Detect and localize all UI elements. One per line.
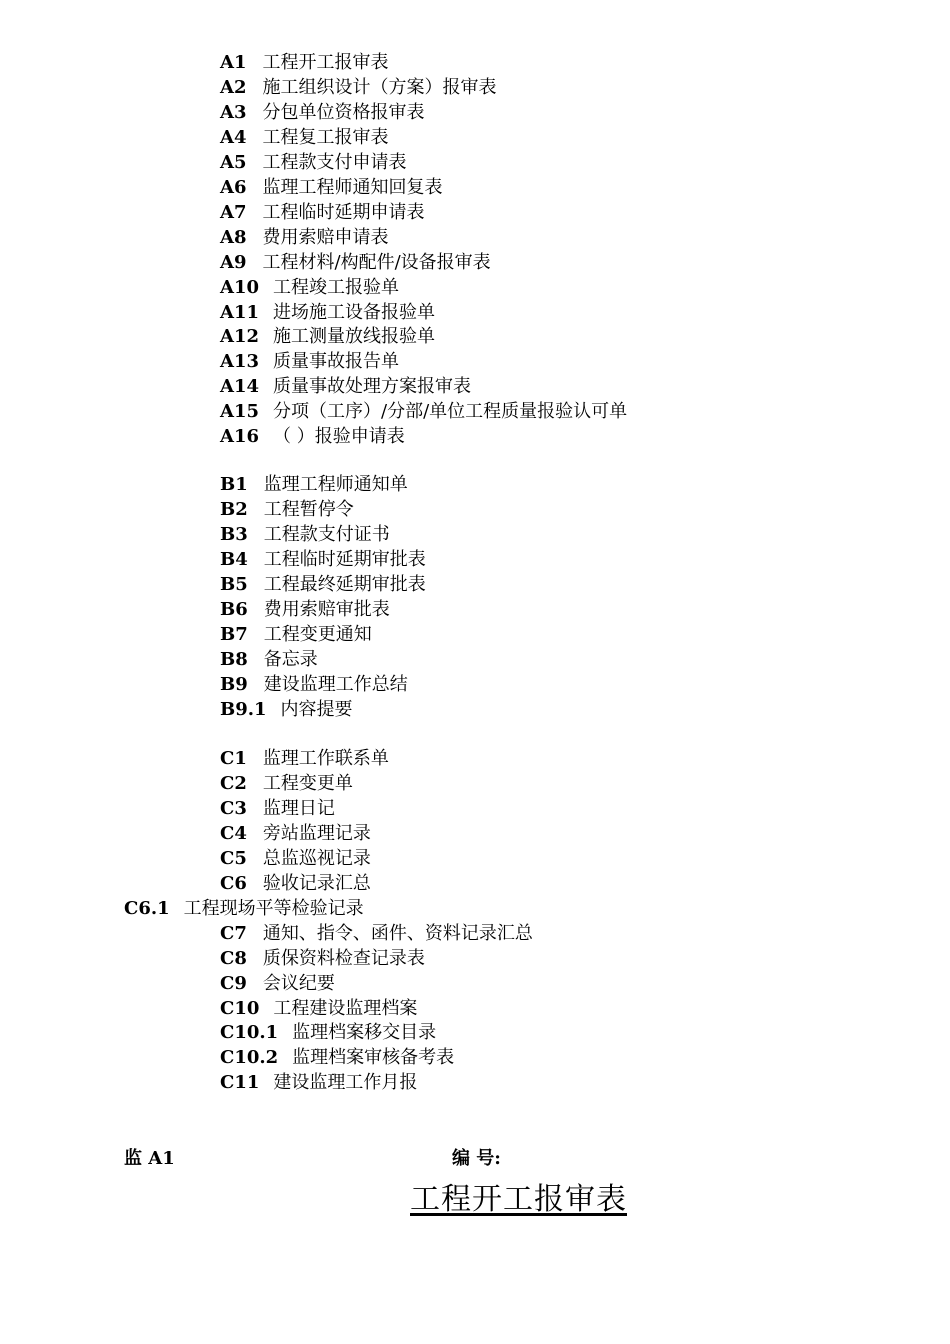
index-entry bbox=[220, 921, 533, 946]
index-entry bbox=[220, 597, 390, 622]
entry-code: C6 bbox=[220, 872, 247, 894]
entry-name: 工程建设监理档案 bbox=[273, 997, 418, 1019]
entry-name: 监理工作联系单 bbox=[262, 748, 389, 769]
entry-name: 分包单位资格报审表 bbox=[262, 101, 425, 123]
index-entry bbox=[220, 996, 417, 1021]
entry-name: 监理档案审核备考表 bbox=[292, 1047, 455, 1069]
index-entry bbox=[220, 572, 426, 597]
entry-name: 进场施工设备报验单 bbox=[273, 301, 436, 323]
index-entry bbox=[220, 871, 371, 896]
form-code: 监 A1 bbox=[124, 1148, 175, 1169]
index-entry bbox=[220, 100, 425, 125]
index-entry bbox=[220, 771, 353, 796]
index-entry bbox=[220, 349, 399, 374]
entry-name: 监理档案移交目录 bbox=[292, 1022, 437, 1044]
entry-code: C5 bbox=[220, 847, 247, 869]
entry-code: A3 bbox=[220, 101, 247, 123]
index-entry bbox=[220, 300, 435, 325]
index-entry bbox=[220, 472, 408, 497]
entry-name: 内容提要 bbox=[280, 698, 353, 720]
index-entry bbox=[220, 946, 425, 971]
entry-name: 分项（工序）/分部/单位工程质量报验认可单 bbox=[273, 401, 628, 423]
entry-name: 工程现场平等检验记录 bbox=[183, 897, 364, 919]
index-entry bbox=[220, 497, 354, 522]
entry-code: B1 bbox=[220, 474, 248, 495]
entry-code: B8 bbox=[220, 648, 248, 670]
index-entry bbox=[220, 250, 491, 275]
entry-code: C9 bbox=[220, 972, 247, 994]
index-entry bbox=[220, 324, 435, 349]
index-entry bbox=[220, 225, 389, 250]
entry-code: B5 bbox=[220, 573, 248, 595]
entry-code: B2 bbox=[220, 498, 248, 520]
index-entry bbox=[220, 672, 408, 697]
entry-code: A4 bbox=[220, 126, 247, 148]
index-entry bbox=[220, 1045, 454, 1070]
entry-name: 监理工程师通知回复表 bbox=[262, 176, 443, 198]
index-entry bbox=[220, 275, 399, 300]
index-entry bbox=[220, 796, 335, 821]
entry-code: A1 bbox=[220, 52, 247, 73]
entry-code: A13 bbox=[220, 351, 260, 373]
entry-name: 工程开工报审表 bbox=[262, 52, 389, 73]
entry-name: 监理工程师通知单 bbox=[263, 474, 408, 495]
entry-code: C10.2 bbox=[220, 1047, 279, 1069]
entry-code: C7 bbox=[220, 922, 247, 944]
entry-name: 工程暂停令 bbox=[263, 498, 354, 520]
index-entry bbox=[220, 125, 389, 150]
entry-code: C2 bbox=[220, 772, 247, 794]
index-entry bbox=[220, 75, 497, 100]
entry-code: A15 bbox=[220, 401, 260, 423]
entry-code: A5 bbox=[220, 151, 247, 173]
entry-name: 验收记录汇总 bbox=[262, 872, 371, 894]
entry-name: 通知、指令、函件、资料记录汇总 bbox=[262, 922, 533, 944]
entry-name: （ ）报验申请表 bbox=[273, 426, 405, 448]
entry-name: 总监巡视记录 bbox=[262, 847, 371, 869]
entry-code: C11 bbox=[220, 1072, 260, 1094]
entry-name: 工程临时延期申请表 bbox=[262, 201, 425, 223]
entry-name: 施工组织设计（方案）报审表 bbox=[262, 76, 497, 98]
index-entry bbox=[220, 1070, 417, 1095]
index-entry bbox=[220, 200, 425, 225]
index-entry bbox=[220, 622, 372, 647]
index-entry bbox=[220, 1020, 436, 1045]
index-entry bbox=[220, 374, 471, 399]
entry-name: 质量事故报告单 bbox=[273, 351, 400, 373]
entry-name: 工程变更通知 bbox=[263, 623, 372, 645]
entry-code: C4 bbox=[220, 822, 247, 844]
entry-name: 工程最终延期审批表 bbox=[263, 573, 426, 595]
entry-code: A10 bbox=[220, 276, 260, 298]
index-entry bbox=[220, 50, 389, 75]
entry-code: B7 bbox=[220, 623, 248, 645]
entry-name: 建设监理工作总结 bbox=[263, 673, 408, 695]
entry-name: 质保资料检查记录表 bbox=[262, 947, 425, 969]
entry-code: B6 bbox=[220, 598, 248, 620]
index-entry bbox=[220, 846, 371, 871]
entry-code: A6 bbox=[220, 176, 247, 198]
index-entry bbox=[220, 424, 405, 449]
index-entry bbox=[220, 821, 371, 846]
index-entry bbox=[220, 971, 335, 996]
entry-name: 建设监理工作月报 bbox=[273, 1072, 418, 1094]
index-entry bbox=[220, 150, 407, 175]
entry-code: A11 bbox=[220, 301, 260, 323]
entry-code: C1 bbox=[220, 748, 247, 769]
index-entry bbox=[220, 175, 443, 200]
entry-name: 费用索赔审批表 bbox=[263, 598, 390, 620]
index-entry bbox=[124, 896, 364, 921]
entry-code: A16 bbox=[220, 426, 260, 448]
entry-name: 施工测量放线报验单 bbox=[273, 326, 436, 348]
entry-name: 旁站监理记录 bbox=[262, 822, 371, 844]
index-entry bbox=[220, 522, 390, 547]
entry-code: C3 bbox=[220, 797, 247, 819]
entry-code: A14 bbox=[220, 376, 260, 398]
entry-name: 工程变更单 bbox=[262, 772, 353, 794]
entry-name: 监理日记 bbox=[262, 797, 335, 819]
entry-code: C6.1 bbox=[124, 897, 170, 919]
entry-code: A8 bbox=[220, 226, 247, 248]
entry-name: 质量事故处理方案报审表 bbox=[273, 376, 472, 398]
index-entry bbox=[220, 697, 353, 722]
entry-name: 工程复工报审表 bbox=[262, 126, 389, 148]
index-entry bbox=[220, 647, 318, 672]
entry-name: 工程款支付申请表 bbox=[262, 151, 407, 173]
entry-code: B4 bbox=[220, 548, 248, 570]
entry-code: C10 bbox=[220, 997, 260, 1019]
entry-code: B9.1 bbox=[220, 698, 267, 720]
entry-code: A12 bbox=[220, 326, 260, 348]
number-label: 编 号: bbox=[452, 1148, 501, 1169]
entry-name: 工程材料/构配件/设备报审表 bbox=[262, 251, 491, 273]
entry-code: A9 bbox=[220, 251, 247, 273]
document-title: 工程开工报审表 bbox=[410, 1182, 627, 1217]
entry-name: 备忘录 bbox=[263, 648, 318, 670]
entry-name: 会议纪要 bbox=[262, 972, 335, 994]
index-entry bbox=[220, 746, 389, 771]
entry-code: A7 bbox=[220, 201, 247, 223]
entry-name: 工程临时延期审批表 bbox=[263, 548, 426, 570]
entry-name: 工程款支付证书 bbox=[263, 523, 390, 545]
index-entry bbox=[220, 547, 426, 572]
entry-name: 工程竣工报验单 bbox=[273, 276, 400, 298]
entry-code: C8 bbox=[220, 947, 247, 969]
index-entry bbox=[220, 399, 627, 424]
entry-name: 费用索赔申请表 bbox=[262, 226, 389, 248]
entry-code: B9 bbox=[220, 673, 248, 695]
entry-code: A2 bbox=[220, 76, 247, 98]
entry-code: B3 bbox=[220, 523, 248, 545]
entry-code: C10.1 bbox=[220, 1022, 279, 1044]
